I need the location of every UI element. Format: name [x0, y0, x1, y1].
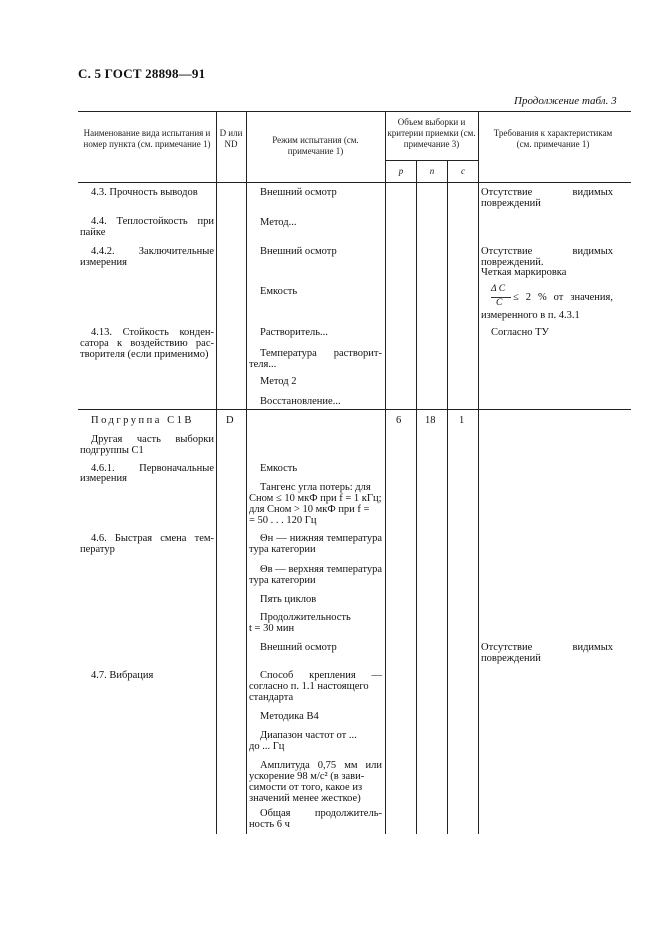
- test-mode: согласно п. 1.1 настоящего: [249, 681, 369, 692]
- requirement: повреждений: [481, 653, 541, 664]
- requirement: повреждений: [481, 198, 541, 209]
- requirement: Отсутствие видимых: [481, 187, 613, 198]
- table-continuation-label: Продолжение табл. 3: [514, 95, 617, 107]
- requirement: Согласно ТУ: [491, 327, 549, 338]
- test-mode: ность 6 ч: [249, 819, 290, 830]
- test-name: творителя (если применимо): [80, 349, 209, 360]
- requirement: Четкая маркировка: [481, 267, 567, 278]
- test-mode: Тангенс угла потерь: для: [260, 482, 371, 493]
- test-mode: Внешний осмотр: [260, 642, 337, 653]
- test-mode: Амплитуда 0,75 мм или: [260, 760, 382, 771]
- test-name: 4.4.2. Заключительные: [91, 246, 214, 257]
- sample-c: 1: [459, 415, 465, 426]
- test-name: измерения: [80, 473, 127, 484]
- requirement: измеренного в п. 4.3.1: [481, 310, 580, 321]
- test-mode: Емкость: [260, 286, 298, 297]
- test-mode: тура категории: [249, 575, 316, 586]
- test-mode: Θв — верхняя температура: [260, 564, 382, 575]
- test-mode: Температура растворит-: [260, 348, 382, 359]
- formula-denominator: C: [496, 298, 503, 308]
- test-mode: Диапазон частот от ...: [260, 730, 357, 741]
- test-mode: симости от того, какое из: [249, 782, 363, 793]
- d-nd-value: D: [226, 415, 234, 426]
- test-mode: Восстановление...: [260, 396, 341, 407]
- test-mode: Θн — нижняя температура: [260, 533, 382, 544]
- formula-numerator: Δ C: [491, 284, 506, 294]
- test-mode: до ... Гц: [249, 741, 285, 752]
- page-header: С. 5 ГОСТ 28898—91: [78, 66, 206, 81]
- header-requirements: Требования к характеристикам (см. примечание 1): [493, 128, 613, 149]
- test-mode: Растворитель...: [260, 327, 328, 338]
- test-name: ператур: [80, 544, 115, 555]
- test-mode: Емкость: [260, 463, 298, 474]
- requirement: Отсутствие видимых: [481, 642, 613, 653]
- test-mode: Общая продолжитель-: [260, 808, 382, 819]
- requirement: Отсутствие видимых: [481, 246, 613, 257]
- test-mode: Внешний осмотр: [260, 187, 337, 198]
- test-name: пайке: [80, 227, 106, 238]
- test-name: 4.6. Быстрая смена тем-: [91, 533, 214, 544]
- test-mode: тура категории: [249, 544, 316, 555]
- header-n: n: [429, 166, 435, 176]
- requirement: ≤ 2 % от значения,: [513, 292, 613, 303]
- sample-n: 18: [425, 415, 436, 426]
- test-mode: Внешний осмотр: [260, 246, 337, 257]
- test-mode: стандарта: [249, 692, 294, 703]
- test-mode: значений менее жесткое): [249, 793, 361, 804]
- test-name: 4.7. Вибрация: [91, 670, 154, 681]
- header-d-nd: D или ND: [219, 128, 243, 149]
- test-name: 4.4. Теплостойкость при: [91, 216, 214, 227]
- subgroup-note: Другая часть выборки: [91, 434, 214, 445]
- test-mode: Продолжительность: [260, 612, 351, 623]
- test-name: 4.6.1. Первоначальные: [91, 463, 214, 474]
- test-mode: Метод 2: [260, 376, 297, 387]
- test-mode: = 50 . . . 120 Гц: [249, 515, 317, 526]
- test-mode: Метод...: [260, 217, 297, 228]
- header-test-mode: Режим испытания (см. примечание 1): [272, 135, 359, 156]
- test-mode: t = 30 мин: [249, 623, 295, 634]
- header-test-name: Наименование вида испытания и номер пункта (см. примечание 1): [83, 128, 211, 149]
- test-mode: Способ крепления —: [260, 670, 382, 681]
- test-mode: Пять циклов: [260, 594, 317, 605]
- test-name: измерения: [80, 257, 127, 268]
- test-mode: для Cном > 10 мкФ при f =: [249, 504, 370, 515]
- header-c: c: [461, 166, 465, 176]
- test-mode: теля...: [249, 359, 277, 370]
- test-name: 4.13. Стойкость конден-: [91, 327, 214, 338]
- test-mode: Cном ≤ 10 мкФ при f = 1 кГц;: [249, 493, 382, 504]
- subgroup-note: подгруппы C1: [80, 445, 144, 456]
- test-mode: ускорение 98 м/с² (в зави-: [249, 771, 365, 782]
- test-name: 4.3. Прочность выводов: [91, 187, 198, 198]
- header-sample-size: Объем выборки и критерии приемки (см. примечание 3): [387, 117, 476, 149]
- sample-p: 6: [396, 415, 402, 426]
- requirement: повреждений.: [481, 257, 544, 268]
- test-mode: Методика B4: [260, 711, 319, 722]
- subgroup-title: Подгруппа C1B: [91, 415, 194, 426]
- header-p: p: [398, 166, 404, 176]
- test-name: сатора к воздействию рас-: [80, 338, 214, 349]
